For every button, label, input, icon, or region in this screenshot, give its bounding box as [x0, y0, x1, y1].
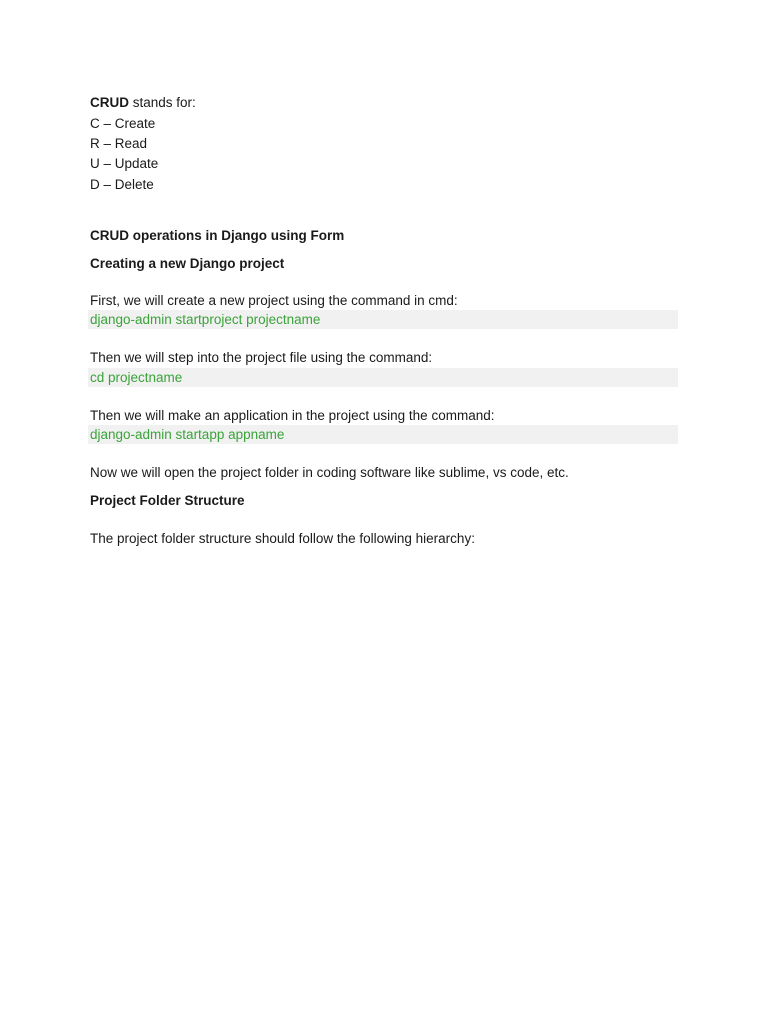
step-3-text: Then we will make an application in the project using the command:: [90, 408, 495, 423]
code-startapp: django-admin startapp appname: [90, 427, 285, 442]
heading-project-structure: Project Folder Structure: [90, 493, 245, 508]
code-startproject: django-admin startproject projectname: [90, 312, 321, 327]
crud-item-delete: D – Delete: [90, 177, 154, 192]
heading-crud-operations: CRUD operations in Django using Form: [90, 228, 345, 243]
step-1-text: First, we will create a new project using the command in cmd:: [90, 293, 458, 308]
open-folder-text: Now we will open the project folder in coding software like sublime, vs code, etc.: [90, 465, 569, 480]
crud-intro-suffix: stands for:: [129, 95, 196, 110]
crud-item-update: U – Update: [90, 156, 159, 171]
crud-intro-line: [90, 94, 196, 112]
crud-term: CRUD: [90, 95, 129, 110]
structure-text: The project folder structure should follow the following hierarchy:: [90, 531, 475, 546]
code-cd: cd projectname: [90, 370, 183, 385]
heading-new-project: Creating a new Django project: [90, 256, 285, 271]
crud-item-create: C – Create: [90, 116, 156, 131]
crud-item-read: R – Read: [90, 136, 148, 151]
step-2-text: Then we will step into the project file using the command:: [90, 350, 433, 365]
